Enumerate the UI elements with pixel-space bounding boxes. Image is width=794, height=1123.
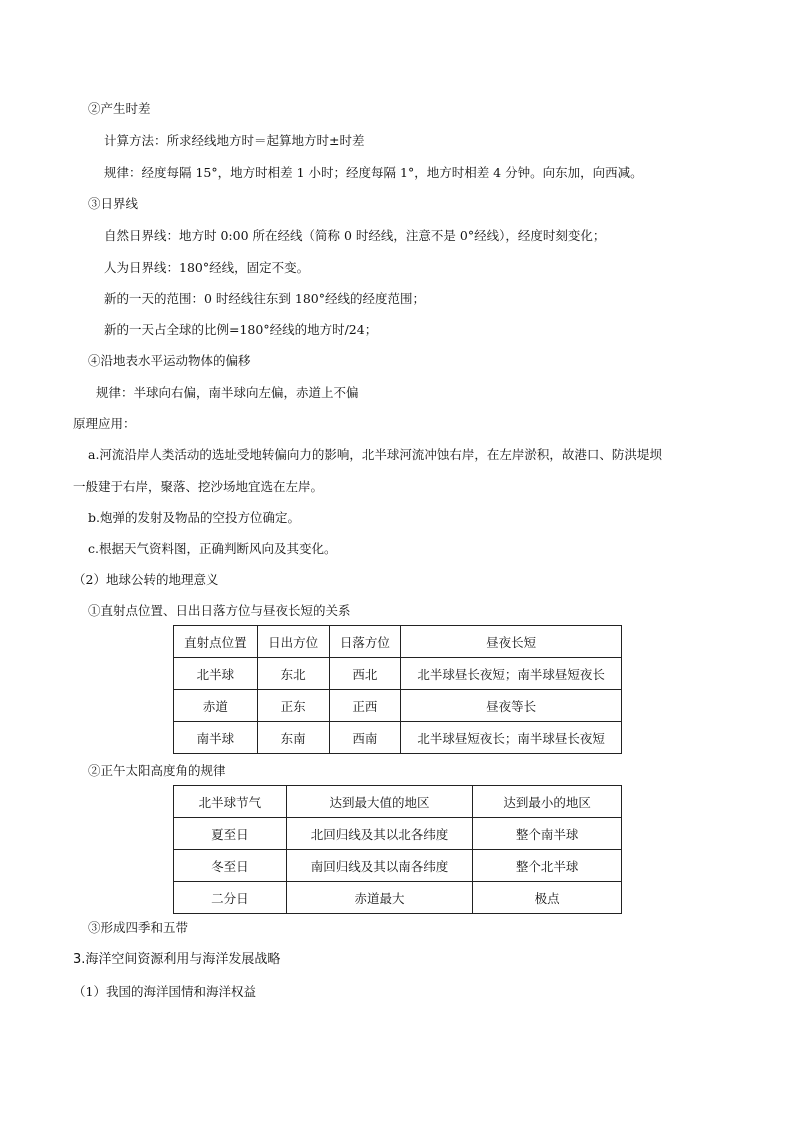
- table-cell: 二分日: [174, 882, 287, 914]
- table-cell: 北半球昼长夜短；南半球昼短夜长: [401, 658, 622, 690]
- table-header: 昼夜长短: [401, 626, 622, 658]
- table2-title: ②正午太阳高度角的规律: [88, 763, 226, 778]
- table-cell: 东南: [257, 722, 329, 754]
- application-a-line2: 一般建于右岸，聚落、挖沙场地宜选在左岸。: [73, 479, 324, 494]
- table-header: 日落方位: [329, 626, 401, 658]
- table-header-row: [174, 786, 622, 818]
- table-row: [174, 690, 622, 722]
- table-cell: 正西: [329, 690, 401, 722]
- deflection-rule-text: 规律：半球向右偏，南半球向左偏，赤道上不偏: [96, 385, 359, 400]
- section3-sub1: （1）我国的海洋国情和海洋权益: [73, 984, 256, 999]
- item-time-difference-title: ②产生时差: [88, 101, 151, 116]
- application-c: c.根据天气资料图，正确判断风向及其变化。: [88, 541, 337, 556]
- table-cell: 赤道最大: [286, 882, 473, 914]
- table-cell: 北半球昼短夜长；南半球昼长夜短: [401, 722, 622, 754]
- table-cell: 南半球: [174, 722, 258, 754]
- direct-point-table: [173, 625, 622, 754]
- table-cell: 北半球: [174, 658, 258, 690]
- table-cell: 整个南半球: [473, 818, 622, 850]
- table-row: [174, 722, 622, 754]
- section3-title: 3.海洋空间资源利用与海洋发展战略: [73, 952, 281, 967]
- calc-method-text: 计算方法：所求经线地方时＝起算地方时±时差: [104, 133, 365, 148]
- table-cell: 冬至日: [174, 850, 287, 882]
- item-deflection-title: ④沿地表水平运动物体的偏移: [88, 353, 251, 368]
- table-header: 达到最小的地区: [473, 786, 622, 818]
- item-date-line-title: ③日界线: [88, 196, 139, 211]
- table-header: 北半球节气: [174, 786, 287, 818]
- table-cell: 西北: [329, 658, 401, 690]
- table-cell: 赤道: [174, 690, 258, 722]
- table-cell: 夏至日: [174, 818, 287, 850]
- table-cell: 西南: [329, 722, 401, 754]
- table-cell: 整个北半球: [473, 850, 622, 882]
- table-header-row: [174, 626, 622, 658]
- natural-date-line-text: 自然日界线：地方时 0:00 所在经线（简称 0 时经线，注意不是 0°经线），经度时刻变化；: [104, 228, 606, 243]
- table-row: [174, 850, 622, 882]
- artificial-date-line-text: 人为日界线：180°经线，固定不变。: [104, 260, 310, 275]
- new-day-range-text: 新的一天的范围：0 时经线往东到 180°经线的经度范围；: [104, 291, 426, 306]
- table-header: 达到最大值的地区: [286, 786, 473, 818]
- revolution-section-title: （2）地球公转的地理意义: [73, 572, 219, 587]
- table-cell: 南回归线及其以南各纬度: [286, 850, 473, 882]
- application-a-line1: a.河流沿岸人类活动的选址受地转偏向力的影响，北半球河流冲蚀右岸，在左岸淤积，故港口、防洪堤坝: [88, 447, 662, 462]
- application-b: b.炮弹的发射及物品的空投方位确定。: [88, 510, 300, 525]
- application-title: 原理应用：: [73, 416, 136, 431]
- table-header: 日出方位: [257, 626, 329, 658]
- table-cell: 正东: [257, 690, 329, 722]
- table-row: [174, 658, 622, 690]
- table1-title: ①直射点位置、日出日落方位与昼夜长短的关系: [88, 603, 351, 618]
- noon-sun-altitude-table: [173, 785, 622, 914]
- table-row: [174, 818, 622, 850]
- table-cell: 极点: [473, 882, 622, 914]
- new-day-ratio-text: 新的一天占全球的比例=180°经线的地方时/24；: [104, 322, 378, 337]
- table-cell: 北回归线及其以北各纬度: [286, 818, 473, 850]
- seasons-zones-title: ③形成四季和五带: [88, 920, 189, 935]
- table-cell: 东北: [257, 658, 329, 690]
- table-row: [174, 882, 622, 914]
- table-cell: 昼夜等长: [401, 690, 622, 722]
- rule-text: 规律：经度每隔 15°，地方时相差 1 小时；经度每隔 1°，地方时相差 4 分钟。向东加，向西减。: [104, 165, 643, 180]
- table-header: 直射点位置: [174, 626, 258, 658]
